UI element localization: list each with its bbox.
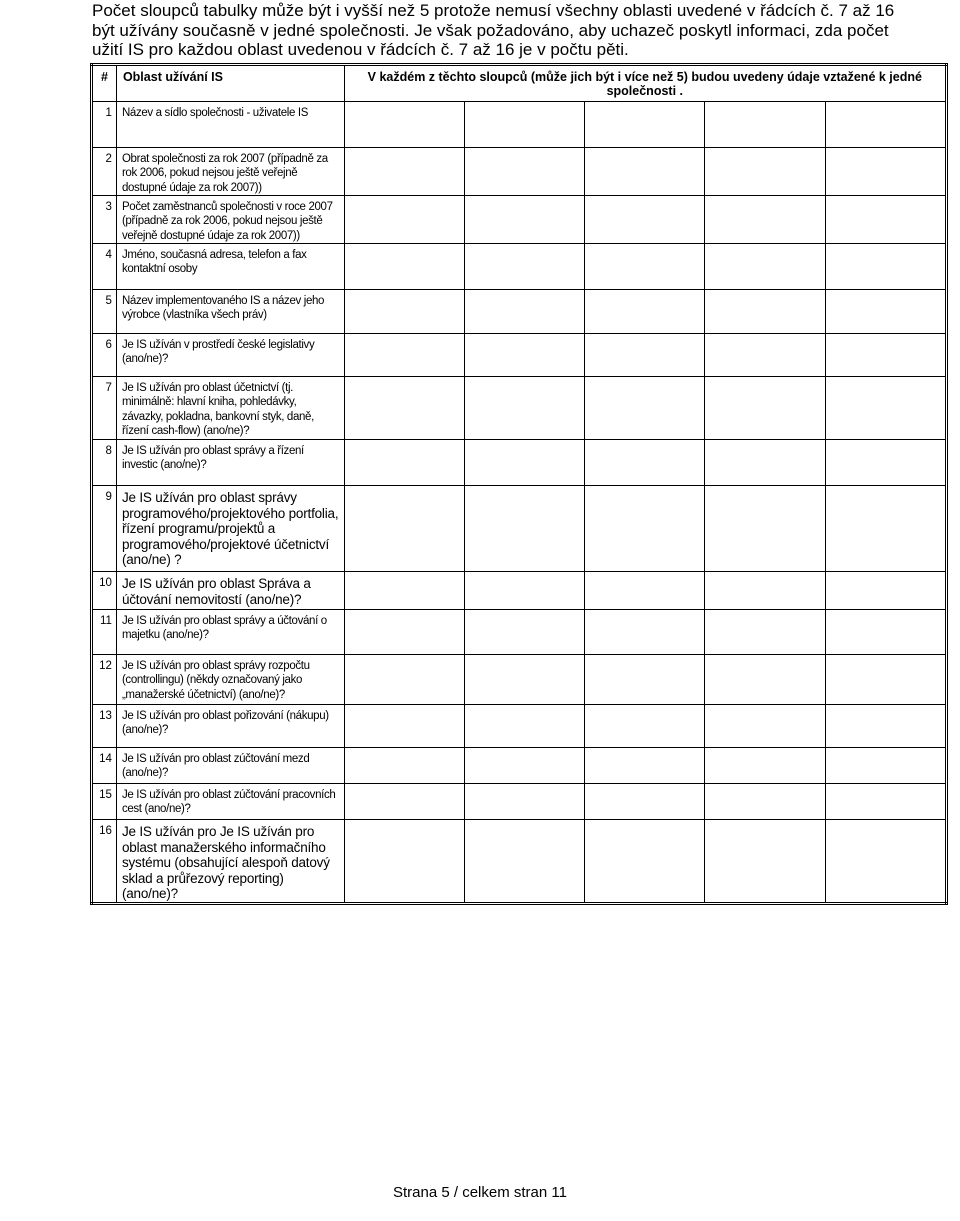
- value-cell[interactable]: [585, 334, 705, 377]
- value-cell[interactable]: [705, 655, 825, 705]
- row-number: 12: [92, 655, 117, 705]
- row-label: Je IS užíván pro Je IS užíván pro oblast manažerského informačního systému (obsahující alespoň datový sklad a průřezový reporting) (ano/ne)?: [116, 820, 344, 904]
- row-label: Je IS užíván pro oblast správy a účtování o majetku (ano/ne)?: [116, 610, 344, 655]
- table-row: [92, 440, 947, 486]
- value-cell[interactable]: [705, 440, 825, 486]
- intro-line-3: užití IS pro každou oblast uvedenou v řádcích č. 7 až 16 je v počtu pěti.: [92, 40, 629, 59]
- value-cell[interactable]: [705, 784, 825, 820]
- row-label: Je IS užíván pro oblast správy programového/projektového portfolia, řízení programu/projektů a programového/projektové účetnictví (ano/ne) ?: [116, 486, 344, 572]
- table-row: [92, 334, 947, 377]
- value-cell[interactable]: [585, 486, 705, 572]
- row-label: Obrat společnosti za rok 2007 (případně za rok 2006, pokud nejsou ještě veřejně dostupné údaje za rok 2007)): [116, 148, 344, 196]
- value-cell[interactable]: [344, 705, 464, 748]
- value-cell[interactable]: [585, 148, 705, 196]
- row-label: Název implementovaného IS a název jeho výrobce (vlastníka všech práv): [116, 290, 344, 334]
- row-number: 3: [92, 196, 117, 244]
- table-row: [92, 148, 947, 196]
- value-cell[interactable]: [585, 572, 705, 610]
- value-cell[interactable]: [344, 610, 464, 655]
- table-row: [92, 784, 947, 820]
- table-row: [92, 610, 947, 655]
- row-label: Je IS užíván pro oblast účetnictví (tj. minimálně: hlavní kniha, pohledávky, závazky, pokladna, bankovní styk, daně, řízení cash-flow) (ano/ne)?: [116, 377, 344, 440]
- value-cell[interactable]: [705, 820, 825, 904]
- row-number: 16: [92, 820, 117, 904]
- table-header-row: [92, 65, 947, 102]
- value-cell[interactable]: [464, 486, 584, 572]
- row-number: 2: [92, 148, 117, 196]
- value-cell[interactable]: [344, 820, 464, 904]
- value-cell[interactable]: [344, 334, 464, 377]
- value-cell[interactable]: [825, 705, 946, 748]
- value-cell[interactable]: [344, 655, 464, 705]
- value-cell[interactable]: [344, 748, 464, 784]
- value-cell[interactable]: [585, 820, 705, 904]
- value-cell[interactable]: [825, 572, 946, 610]
- value-cell[interactable]: [344, 784, 464, 820]
- row-number: 11: [92, 610, 117, 655]
- value-cell[interactable]: [825, 244, 946, 290]
- table-row: [92, 705, 947, 748]
- row-label: Je IS užíván pro oblast správy a řízení investic (ano/ne)?: [116, 440, 344, 486]
- row-number: 10: [92, 572, 117, 610]
- row-label: Je IS užíván pro oblast zúčtování pracovních cest (ano/ne)?: [116, 784, 344, 820]
- row-label: Je IS užíván pro oblast pořizování (nákupu) (ano/ne)?: [116, 705, 344, 748]
- value-cell[interactable]: [585, 244, 705, 290]
- header-number: #: [92, 65, 117, 102]
- value-cell[interactable]: [825, 655, 946, 705]
- value-cell[interactable]: [344, 102, 464, 148]
- row-number: 14: [92, 748, 117, 784]
- table-row: [92, 655, 947, 705]
- row-number: 4: [92, 244, 117, 290]
- value-cell[interactable]: [825, 377, 946, 440]
- row-number: 15: [92, 784, 117, 820]
- value-cell[interactable]: [464, 377, 584, 440]
- value-cell[interactable]: [825, 440, 946, 486]
- value-cell[interactable]: [464, 334, 584, 377]
- value-cell[interactable]: [705, 377, 825, 440]
- row-number: 7: [92, 377, 117, 440]
- value-cell[interactable]: [464, 102, 584, 148]
- header-values: V každém z těchto sloupců (může jich být i více než 5) budou uvedeny údaje vztažené k jedné společnosti .: [344, 65, 946, 102]
- value-cell[interactable]: [344, 440, 464, 486]
- value-cell[interactable]: [825, 486, 946, 572]
- value-cell[interactable]: [705, 748, 825, 784]
- value-cell[interactable]: [464, 148, 584, 196]
- value-cell[interactable]: [464, 784, 584, 820]
- value-cell[interactable]: [705, 334, 825, 377]
- row-number: 13: [92, 705, 117, 748]
- table-row: [92, 572, 947, 610]
- table-row: [92, 196, 947, 244]
- intro-line-2: být užívány současně v jedné společnosti. Je však požadováno, aby uchazeč poskytl informaci, zda počet: [92, 20, 889, 40]
- reference-table: [90, 63, 948, 905]
- value-cell[interactable]: [585, 784, 705, 820]
- row-number: 6: [92, 334, 117, 377]
- table-row: [92, 102, 947, 148]
- value-cell[interactable]: [344, 196, 464, 244]
- row-number: 5: [92, 290, 117, 334]
- intro-text: [92, 1, 952, 60]
- table-row: [92, 377, 947, 440]
- row-number: 9: [92, 486, 117, 572]
- value-cell[interactable]: [825, 820, 946, 904]
- value-cell[interactable]: [464, 610, 584, 655]
- table-row: [92, 244, 947, 290]
- intro-line-1: Počet sloupců tabulky může být i vyšší než 5 protože nemusí všechny oblasti uvedené v řádcích č. 7 až 16: [92, 1, 895, 20]
- table-row: [92, 820, 947, 904]
- value-cell[interactable]: [464, 244, 584, 290]
- value-cell[interactable]: [464, 440, 584, 486]
- page-footer: Strana 5 / celkem stran 11: [393, 1184, 567, 1201]
- value-cell[interactable]: [705, 486, 825, 572]
- table-row: [92, 748, 947, 784]
- row-number: 1: [92, 102, 117, 148]
- value-cell[interactable]: [825, 334, 946, 377]
- row-label: Název a sídlo společnosti - uživatele IS: [116, 102, 344, 148]
- table-row: [92, 290, 947, 334]
- value-cell[interactable]: [464, 820, 584, 904]
- value-cell[interactable]: [705, 572, 825, 610]
- value-cell[interactable]: [344, 572, 464, 610]
- value-cell[interactable]: [344, 377, 464, 440]
- value-cell[interactable]: [825, 610, 946, 655]
- value-cell[interactable]: [344, 486, 464, 572]
- value-cell[interactable]: [585, 196, 705, 244]
- row-label: Počet zaměstnanců společnosti v roce 2007 (případně za rok 2006, pokud nejsou ještě veřejně dostupné údaje za rok 2007)): [116, 196, 344, 244]
- value-cell[interactable]: [705, 705, 825, 748]
- value-cell[interactable]: [585, 290, 705, 334]
- value-cell[interactable]: [585, 705, 705, 748]
- value-cell[interactable]: [825, 290, 946, 334]
- value-cell[interactable]: [705, 610, 825, 655]
- value-cell[interactable]: [705, 196, 825, 244]
- value-cell[interactable]: [585, 102, 705, 148]
- value-cell[interactable]: [585, 377, 705, 440]
- value-cell[interactable]: [825, 148, 946, 196]
- value-cell[interactable]: [344, 290, 464, 334]
- value-cell[interactable]: [585, 748, 705, 784]
- value-cell[interactable]: [464, 705, 584, 748]
- value-cell[interactable]: [464, 655, 584, 705]
- value-cell[interactable]: [705, 102, 825, 148]
- value-cell[interactable]: [344, 148, 464, 196]
- row-number: 8: [92, 440, 117, 486]
- row-label: Je IS užíván pro oblast správy rozpočtu (controllingu) (někdy označovaný jako „manažerské účetnictví) (ano/ne)?: [116, 655, 344, 705]
- value-cell[interactable]: [344, 244, 464, 290]
- value-cell[interactable]: [585, 610, 705, 655]
- value-cell[interactable]: [705, 244, 825, 290]
- value-cell[interactable]: [585, 440, 705, 486]
- row-label: Je IS užíván pro oblast zúčtování mezd (ano/ne)?: [116, 748, 344, 784]
- value-cell[interactable]: [464, 748, 584, 784]
- row-label: Jméno, současná adresa, telefon a fax kontaktní osoby: [116, 244, 344, 290]
- row-label: Je IS užíván pro oblast Správa a účtování nemovitostí (ano/ne)?: [116, 572, 344, 610]
- value-cell[interactable]: [464, 290, 584, 334]
- header-area: Oblast užívání IS: [116, 65, 344, 102]
- value-cell[interactable]: [825, 748, 946, 784]
- value-cell[interactable]: [464, 196, 584, 244]
- row-label: Je IS užíván v prostředí české legislativy (ano/ne)?: [116, 334, 344, 377]
- value-cell[interactable]: [705, 290, 825, 334]
- value-cell[interactable]: [825, 102, 946, 148]
- value-cell[interactable]: [825, 196, 946, 244]
- value-cell[interactable]: [585, 655, 705, 705]
- value-cell[interactable]: [825, 784, 946, 820]
- value-cell[interactable]: [464, 572, 584, 610]
- table-row: [92, 486, 947, 572]
- value-cell[interactable]: [705, 148, 825, 196]
